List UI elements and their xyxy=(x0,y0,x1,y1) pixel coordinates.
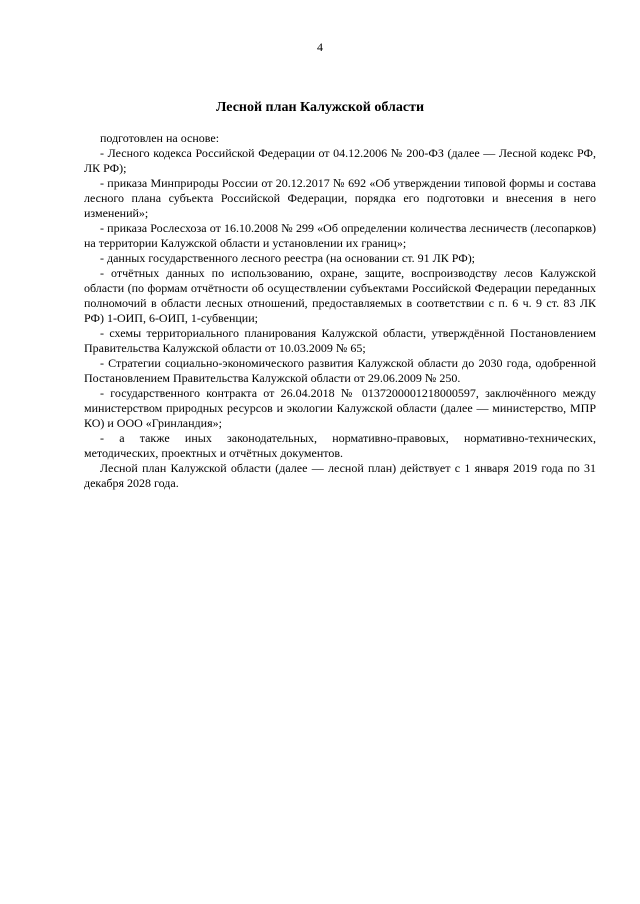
paragraph-minprirody-order: - приказа Минприроды России от 20.12.2017 № 692 «Об утверждении типовой формы и состава лесного плана субъекта Российской Федерации, порядка его подготовки и внесения в него изменений»; xyxy=(84,176,596,220)
paragraph-validity-period: Лесной план Калужской области (далее — лесной план) действует с 1 января 2019 года по 31 декабря 2028 года. xyxy=(84,461,596,490)
document-title: Лесной план Калужской области xyxy=(215,100,425,115)
page-number: 4 xyxy=(317,40,323,54)
paragraph-state-contract: - государственного контракта от 26.04.2018 № 0137200001218000597, заключённого между министерством природных ресурсов и экологии Калужской области (далее — министерство, МПР КО) и ООО «Гринландия»; xyxy=(84,386,596,430)
paragraph-forest-code: - Лесного кодекса Российской Федерации от 04.12.2006 № 200-ФЗ (далее — Лесной кодекс РФ, ЛК РФ); xyxy=(84,146,596,175)
paragraph-development-strategy: - Стратегии социально-экономического развития Калужской области до 2030 года, одобренной Постановлением Правительства Калужской области от 29.06.2009 № 250. xyxy=(84,356,596,385)
paragraph-other-documents: - а также иных законодательных, нормативно-правовых, нормативно-технических, методических, проектных и отчётных документов. xyxy=(84,431,596,460)
paragraph-territorial-scheme: - схемы территориального планирования Калужской области, утверждённой Постановлением Правительства Калужской области от 10.03.2009 № 65; xyxy=(84,326,596,355)
paragraph-rosleshoz-order: - приказа Рослесхоза от 16.10.2008 № 299 «Об определении количества лесничеств (лесопарков) на территории Калужской области и установлении их границ»; xyxy=(84,221,596,250)
paragraph-reporting-data: - отчётных данных по использованию, охране, защите, воспроизводству лесов Калужской области (по формам отчётности об осуществлении субъектами Российской Федерации переданных полномочий в области лесных отношений, предоставляемых в соответствии с п. 6 ч. 9 ст. 83 ЛК РФ) 1-ОИП, 6-ОИП, 1-субвенции; xyxy=(84,266,596,325)
paragraph-intro: подготовлен на основе: xyxy=(100,131,220,145)
paragraph-forest-registry: - данных государственного лесного реестра (на основании ст. 91 ЛК РФ); xyxy=(100,251,476,265)
document-body xyxy=(84,131,596,491)
